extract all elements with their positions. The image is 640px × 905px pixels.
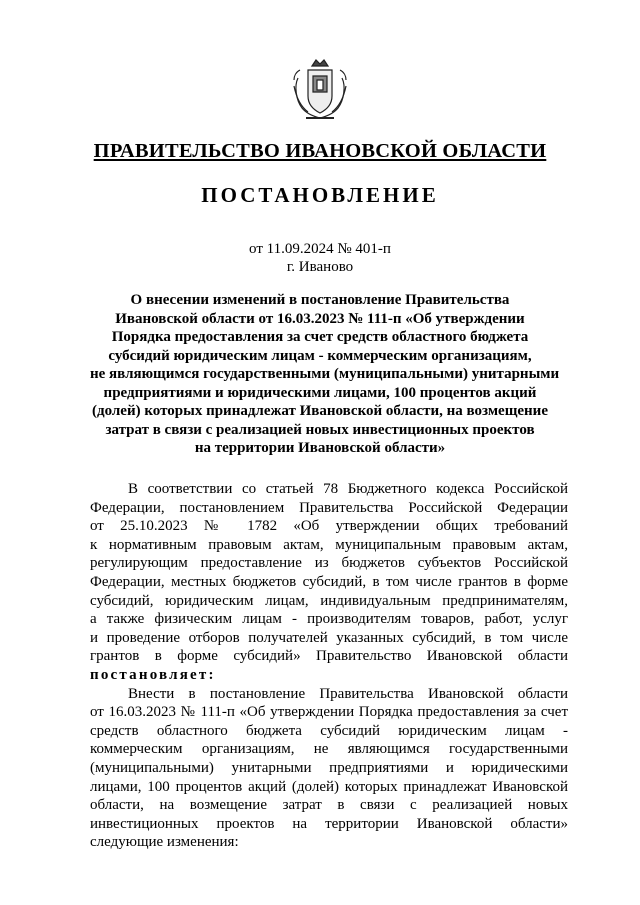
resolves-keyword: постановляет: <box>90 666 216 683</box>
body-line: следующие изменения: <box>90 834 239 851</box>
date-number: от 11.09.2024 № 401-п <box>249 241 391 257</box>
title-line: Порядка предоставления за счет средств областного бюджета <box>111 329 529 345</box>
body-line: субсидий, юридическим лицам, индивидуальным предпринимателям, <box>90 592 568 609</box>
body-line: а также физическим лицам - производителям товаров, работ, услуг <box>90 611 568 628</box>
body-line: Федерации, местных бюджетов субсидий, в том числе грантов в форме <box>90 573 568 590</box>
body-line: В соответствии со статьей 78 Бюджетного кодекса Российской <box>128 481 568 497</box>
body-line: (муниципальными) унитарными предприятиями и юридическими <box>90 759 568 776</box>
body-line: грантов в форме субсидий» Правительство Ивановской области <box>90 648 568 665</box>
title-line: на территории Ивановской области» <box>194 440 446 456</box>
body-line: инвестиционных проектов на территории Ивановской области» <box>90 815 568 832</box>
title-line: предприятиями и юридическими лицами, 100 процентов акций <box>103 384 537 401</box>
body-line: от 25.10.2023 № 1782 «Об утверждении общих требований <box>90 518 568 535</box>
body-line: от 16.03.2023 № 111-п «Об утверждении Порядка предоставления за счет <box>90 704 568 721</box>
document-title <box>90 291 560 458</box>
city: г. Иваново <box>286 259 354 275</box>
title-line: Ивановской области от 16.03.2023 № 111-п «Об утверждении <box>115 310 525 327</box>
document-body <box>90 480 568 852</box>
body-line: и проведение отборов получателей указанных субсидий, в том числе <box>90 629 568 646</box>
title-line: субсидий юридическим лицам - коммерческим организациям, <box>108 347 532 364</box>
coat-of-arms-icon <box>292 58 348 124</box>
body-line: Внести в постановление Правительства Ивановской области <box>128 685 568 702</box>
title-line: О внесении изменений в постановление Правительства <box>130 292 510 308</box>
body-line: области, на возмещение затрат в связи с реализацией новых <box>90 797 568 814</box>
body-line: к нормативным правовым актам, муниципальным правовым актам, <box>90 536 568 553</box>
body-line: средств областного бюджета субсидий юридическим лицам - <box>90 722 568 739</box>
document-type: ПОСТАНОВЛЕНИЕ <box>201 183 439 207</box>
body-line: коммерческим организациям, не являющимся государственными <box>90 741 568 758</box>
body-line: Федерации, постановлением Правительства Российской Федерации <box>90 499 568 516</box>
title-line: затрат в связи с реализацией новых инвестиционных проектов <box>105 421 535 438</box>
body-line: регулирующим предоставление из бюджетов субъектов Российской <box>90 555 568 572</box>
body-line: лицами, 100 процентов акций (долей) которых принадлежат Ивановской <box>90 778 568 795</box>
title-line: (долей) которых принадлежат Ивановской области, на возмещение <box>92 403 548 419</box>
organization-name: ПРАВИТЕЛЬСТВО ИВАНОВСКОЙ ОБЛАСТИ <box>93 140 547 162</box>
title-line: не являющимся государственными (муниципальными) унитарными <box>90 366 560 382</box>
